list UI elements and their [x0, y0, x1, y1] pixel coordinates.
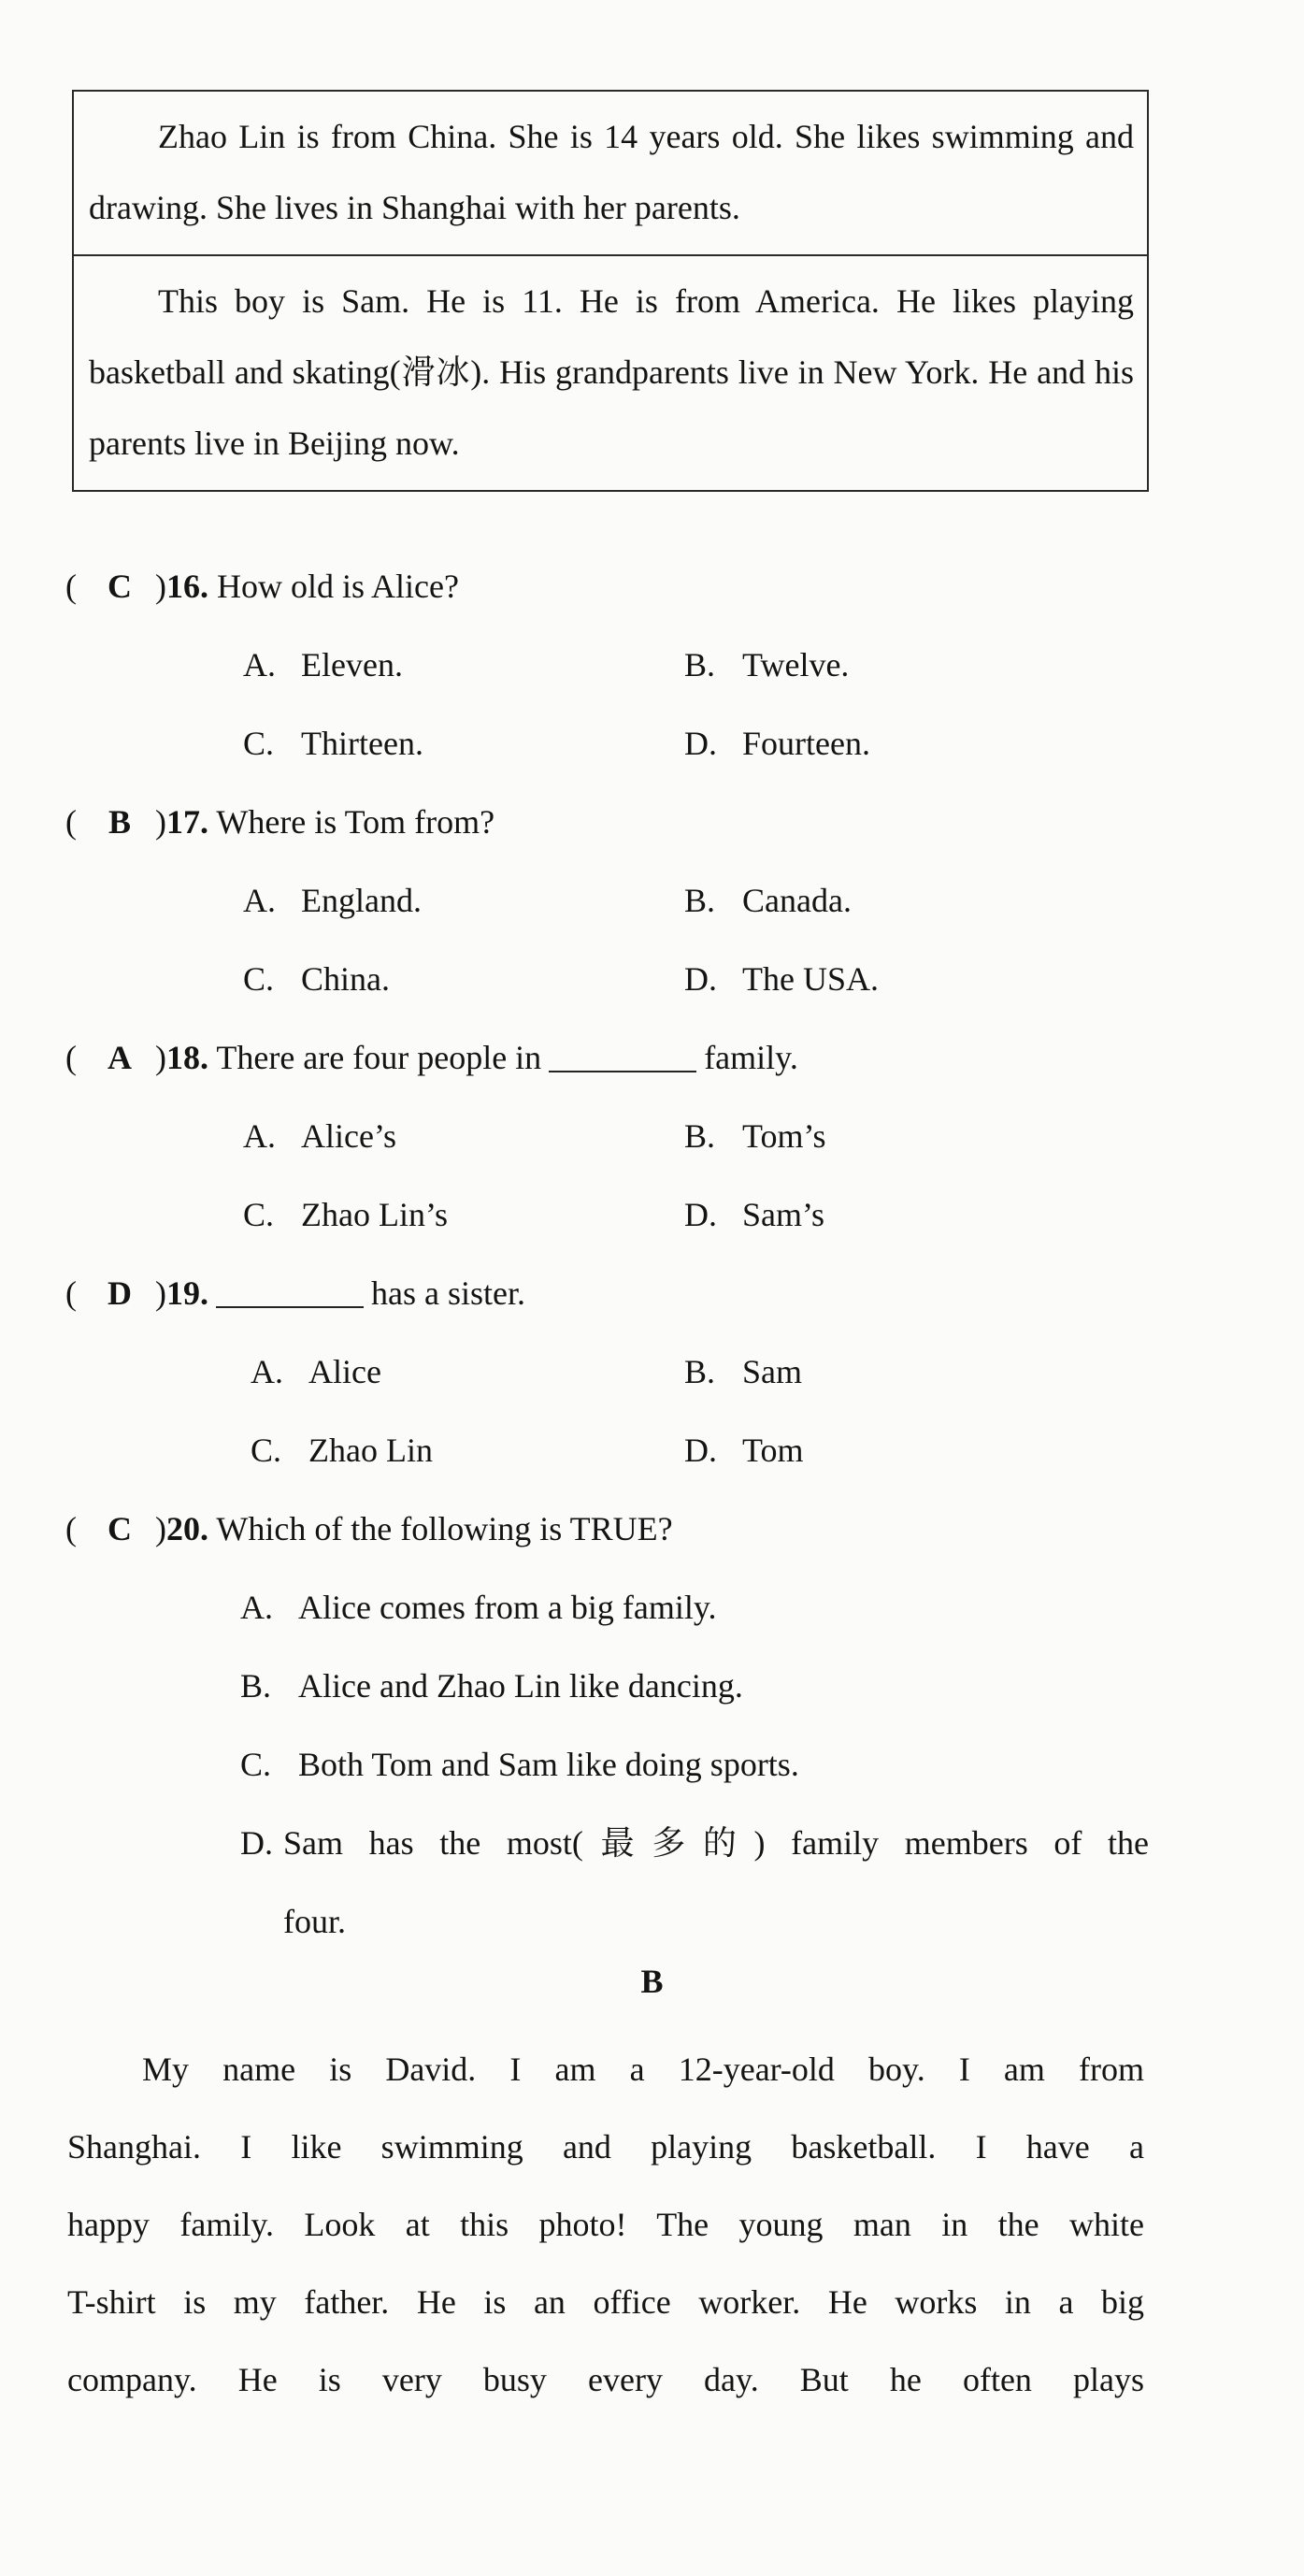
option-20-a: A. Alice comes from a big family. — [240, 1589, 717, 1626]
answer-18: A — [107, 1039, 132, 1076]
question-number-17: 17. — [166, 803, 208, 841]
option-16-d: D. Fourteen. — [684, 725, 870, 762]
answer-blank-19 — [216, 1274, 364, 1308]
passage-zhao-lin-text: Zhao Lin is from China. She is 14 years old. She likes swimming and drawing. She lives in Shanghai with her parents. — [89, 118, 1134, 226]
option-16-a: A. Eleven. — [243, 646, 403, 684]
passage-line: Shanghai. I like swimming and playing basketball. I have a — [67, 2128, 1144, 2166]
question-text-18-after: family. — [704, 1039, 798, 1076]
option-17-a: A. England. — [243, 882, 422, 919]
option-19-c: C. Zhao Lin — [251, 1432, 433, 1469]
question-20: ( C )20. Which of the following is TRUE? — [65, 1505, 673, 1552]
passage-david — [67, 2031, 1144, 2419]
option-17-d: D. The USA. — [684, 960, 879, 998]
option-17-b: B. Canada. — [684, 882, 852, 919]
option-18-c: C. Zhao Lin’s — [243, 1196, 448, 1233]
passage-table — [72, 90, 1149, 492]
option-20-b: B. Alice and Zhao Lin like dancing. — [240, 1667, 743, 1705]
option-18-b: B. Tom’s — [684, 1117, 826, 1155]
answer-blank-18 — [549, 1039, 696, 1072]
question-16: ( C )16. How old is Alice? — [65, 563, 459, 610]
answer-19: D — [107, 1274, 132, 1312]
question-text-19-after: has a sister. — [371, 1274, 525, 1312]
question-text-17: Where is Tom from? — [216, 803, 495, 841]
answer-20: C — [107, 1510, 132, 1547]
passage-line: T-shirt is my father. He is an office worker. He works in a big — [67, 2283, 1144, 2321]
option-19-d: D. Tom — [684, 1432, 804, 1469]
passage-line: happy family. Look at this photo! The young man in the white — [67, 2206, 1144, 2243]
question-18: ( A )18. There are four people in family. — [65, 1034, 798, 1081]
question-number-16: 16. — [166, 568, 208, 605]
option-16-b: B. Twelve. — [684, 646, 850, 684]
option-19-a: A. Alice — [251, 1353, 381, 1390]
option-18-a: A. Alice’s — [243, 1117, 396, 1155]
section-b-title: B — [640, 1963, 664, 2000]
question-text-20: Which of the following is TRUE? — [216, 1510, 673, 1547]
option-20-c: C. Both Tom and Sam like doing sports. — [240, 1746, 799, 1783]
question-number-18: 18. — [166, 1039, 208, 1076]
answer-16: C — [107, 568, 132, 605]
option-20-d-continued: four. — [283, 1903, 346, 1940]
passage-zhao-lin — [74, 92, 1147, 254]
passage-line: company. He is very busy every day. But he often plays — [67, 2361, 1144, 2398]
option-19-b: B. Sam — [684, 1353, 803, 1390]
question-text-18-before: There are four people in — [216, 1039, 542, 1076]
question-number-20: 20. — [166, 1510, 208, 1547]
option-18-d: D. Sam’s — [684, 1196, 825, 1233]
question-17: ( B )17. Where is Tom from? — [65, 799, 494, 845]
option-17-c: C. China. — [243, 960, 390, 998]
passage-sam — [74, 254, 1147, 490]
option-20-d: D. Sam has the most(最多的) family members of the — [240, 1824, 1149, 1862]
option-16-c: C. Thirteen. — [243, 725, 423, 762]
passage-sam-text: This boy is Sam. He is 11. He is from America. He likes playing basketball and skating(滑冰). His grandparents live in New York. He and his parents live in Beijing now. — [89, 282, 1134, 462]
question-19: ( D )19. has a sister. — [65, 1270, 525, 1317]
question-text-16: How old is Alice? — [217, 568, 459, 605]
passage-line: My name is David. I am a 12-year-old boy. I am from — [142, 2051, 1144, 2088]
question-number-19: 19. — [166, 1274, 208, 1312]
answer-17: B — [107, 803, 131, 841]
